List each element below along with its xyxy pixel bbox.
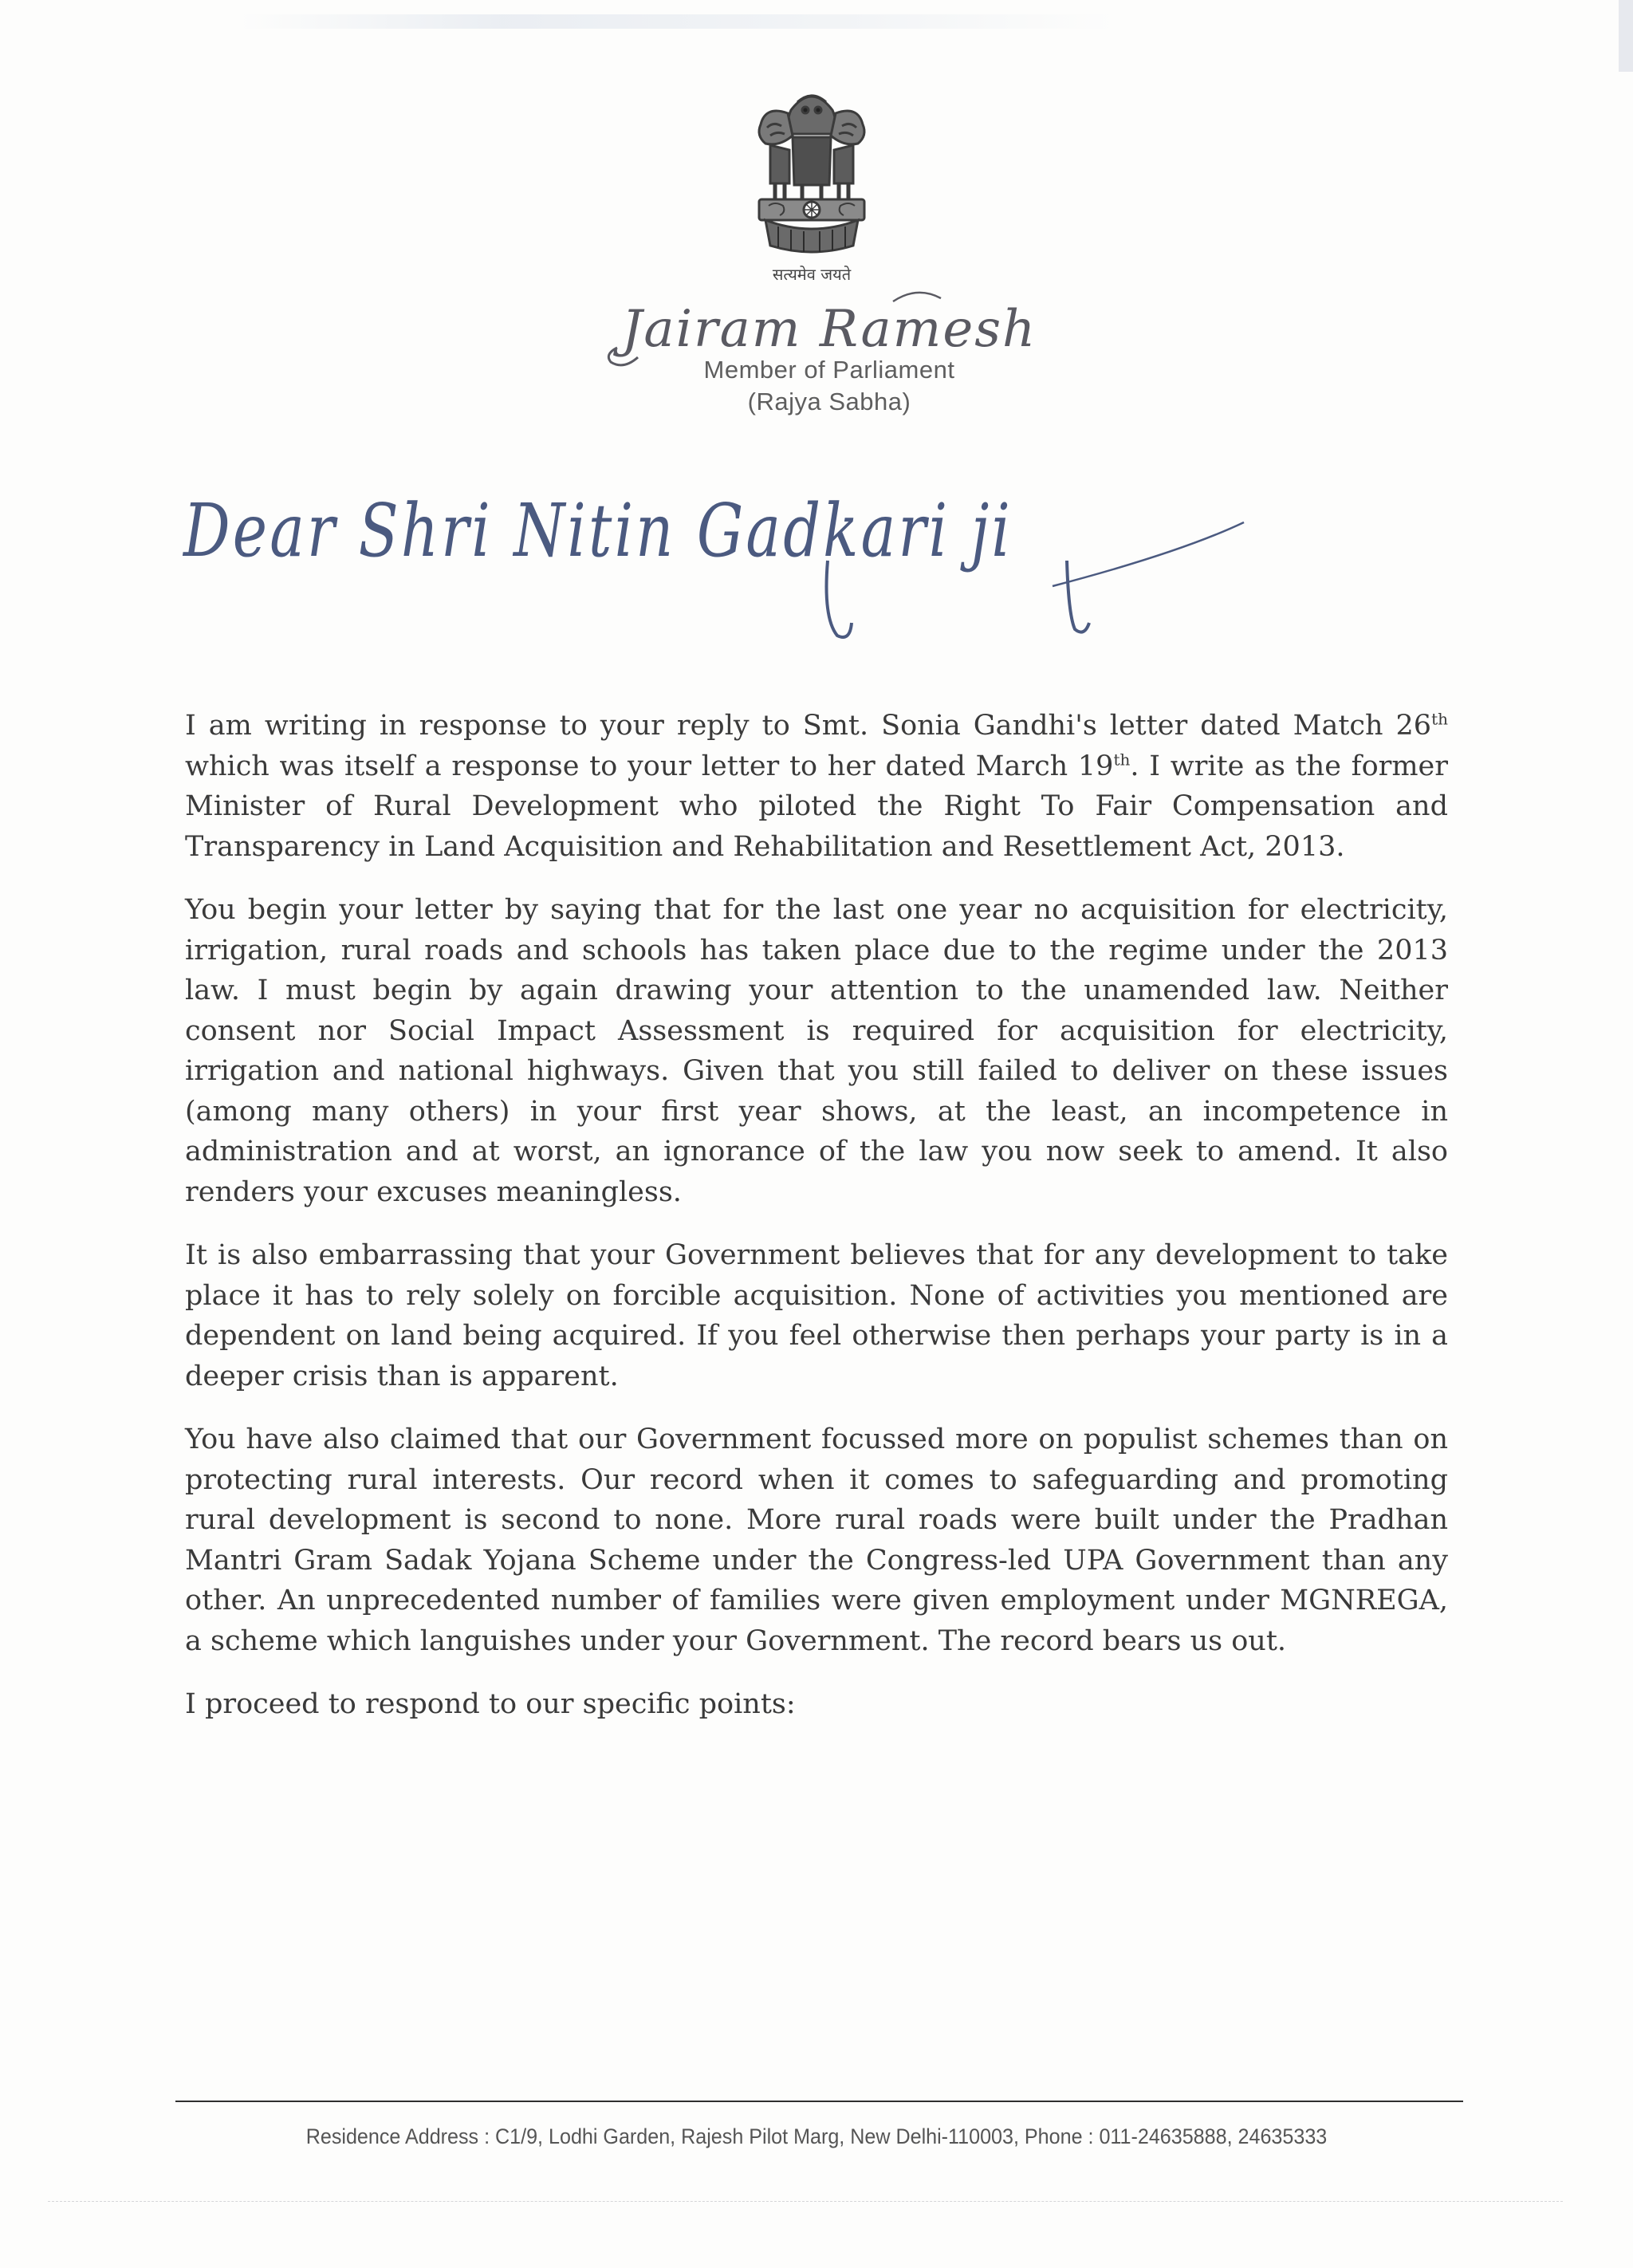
emblem-motto: सत्यमेव जयते [772,265,852,284]
scan-edge [1619,0,1633,72]
footer-divider [175,2101,1463,2102]
svg-text:Dear Shri Nitin Gadkari ji: Dear Shri Nitin Gadkari ji [182,488,1013,573]
scan-smudge [239,14,1116,29]
paragraph-2: You begin your letter by saying that for the last one year no acquisition for electricity, irrigation, rural roads and schools has taken place due to the regime under the 2013 law. I must begin by again drawing your attention to the unamended law. Neither consent nor Social Impact Assessment is required for acquisition for electricity, irrigation and national highways. Given that you still failed to deliver on these issues (among many others) in your first year shows, at the least, an incompetence in administration and at worst, an ignorance of the law you now seek to amend. It also renders your excuses meaningless. [185,894,1448,1208]
residence-address: Residence Address : C1/9, Lodhi Garden, Rajesh Pilot Marg, New Delhi-110003, Phone : 011-24635888, 24635333 [305,2124,1328,2148]
paragraph-3: It is also embarrassing that your Government believes that for any development to take place it has to rely solely on forcible acquisition. None of activities you mentioned are dependent on land being acquired. If you feel otherwise then perhaps your party is in a deeper crisis than is apparent. [185,1239,1448,1392]
paragraph-1: I am writing in response to your reply to Smt. Sonia Gandhi's letter dated Match 26th which was itself a response to your letter to her dated March 19th. I write as the former Minister of Rural Development who piloted the Right To Fair Compensation and Transparency in Land Acquisition and Rehabilitation and Resettlement Act, 2013. [185,709,1449,863]
paragraph-4: You have also claimed that our Government focussed more on populist schemes than on protecting rural interests. Our record when it comes to safeguarding and promoting rural development is second to none. More rural roads were built under the Pradhan Mantri Gram Sadak Yojana Scheme under the Congress-led UPA Government than any other. An unprecedented number of families were given employment under MGNREGA, a scheme which languishes under your Government. The record bears us out. [185,1423,1448,1657]
title-member-of-parliament: Member of Parliament [703,356,955,384]
title-rajya-sabha: (Rajya Sabha) [747,388,911,415]
state-emblem-icon [742,78,882,263]
letter-body [185,706,1448,1748]
paragraph-5: I proceed to respond to our specific points: [185,1688,796,1720]
scan-bottom-line [48,2201,1563,2202]
handwritten-salutation [175,467,1292,650]
svg-text:Jairam Ramesh: Jairam Ramesh [621,300,1037,359]
